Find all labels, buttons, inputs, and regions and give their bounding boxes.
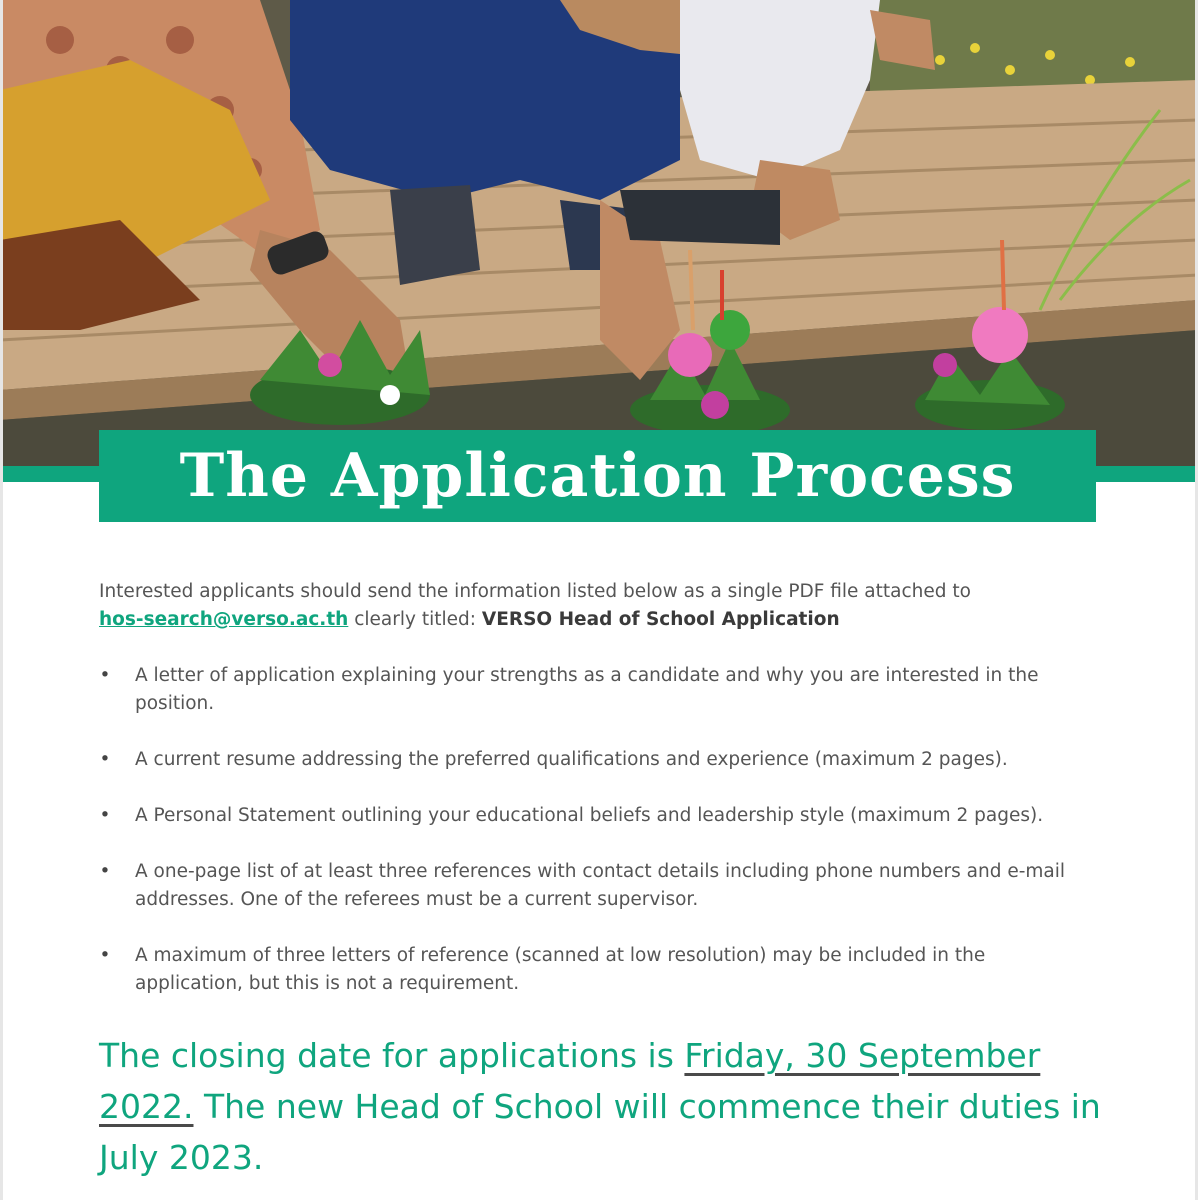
intro-text: Interested applicants should send the information listed below as a single PDF file attached to (99, 581, 971, 602)
list-item (99, 942, 1089, 998)
email-subject: VERSO Head of School Application (481, 609, 840, 630)
intro-paragraph (99, 578, 1099, 634)
closing-text-after: The new Head of School will commence their duties in July 2023. (99, 1087, 1101, 1177)
closing-text: The closing date for applications is (99, 1036, 674, 1075)
requirement-text: A current resume addressing the preferred qualifications and experience (maximum 2 pages). (135, 749, 1008, 770)
bullet-icon: • (99, 749, 111, 770)
list-item (99, 746, 1089, 774)
hero-photo (0, 0, 1198, 468)
requirement-text: A letter of application explaining your strengths as a candidate and why you are interested in the position. (135, 665, 1039, 714)
bullet-icon: • (99, 665, 111, 686)
page-title: The Application Process (179, 441, 1016, 511)
requirement-text: A Personal Statement outlining your educational beliefs and leadership style (maximum 2 pages). (135, 805, 1044, 826)
list-item (99, 802, 1089, 830)
intro-text-middle: clearly titled: (354, 609, 476, 630)
requirement-text: A maximum of three letters of reference (scanned at low resolution) may be included in the application, but this is not a requirement. (135, 945, 986, 994)
requirement-text: A one-page list of at least three references with contact details including phone numbers and e-mail addresses. One of the referees must be a current supervisor. (135, 861, 1066, 910)
bullet-icon: • (99, 861, 111, 882)
closing-statement (99, 1030, 1104, 1183)
requirements-list (99, 662, 1089, 998)
bullet-icon: • (99, 805, 111, 826)
list-item (99, 858, 1089, 914)
email-link[interactable]: hos-search@verso.ac.th (99, 609, 349, 630)
title-banner (99, 430, 1096, 522)
list-item (99, 662, 1089, 718)
bullet-icon: • (99, 945, 111, 966)
closing-date: Friday, 30 September 2022. (99, 1036, 1041, 1126)
